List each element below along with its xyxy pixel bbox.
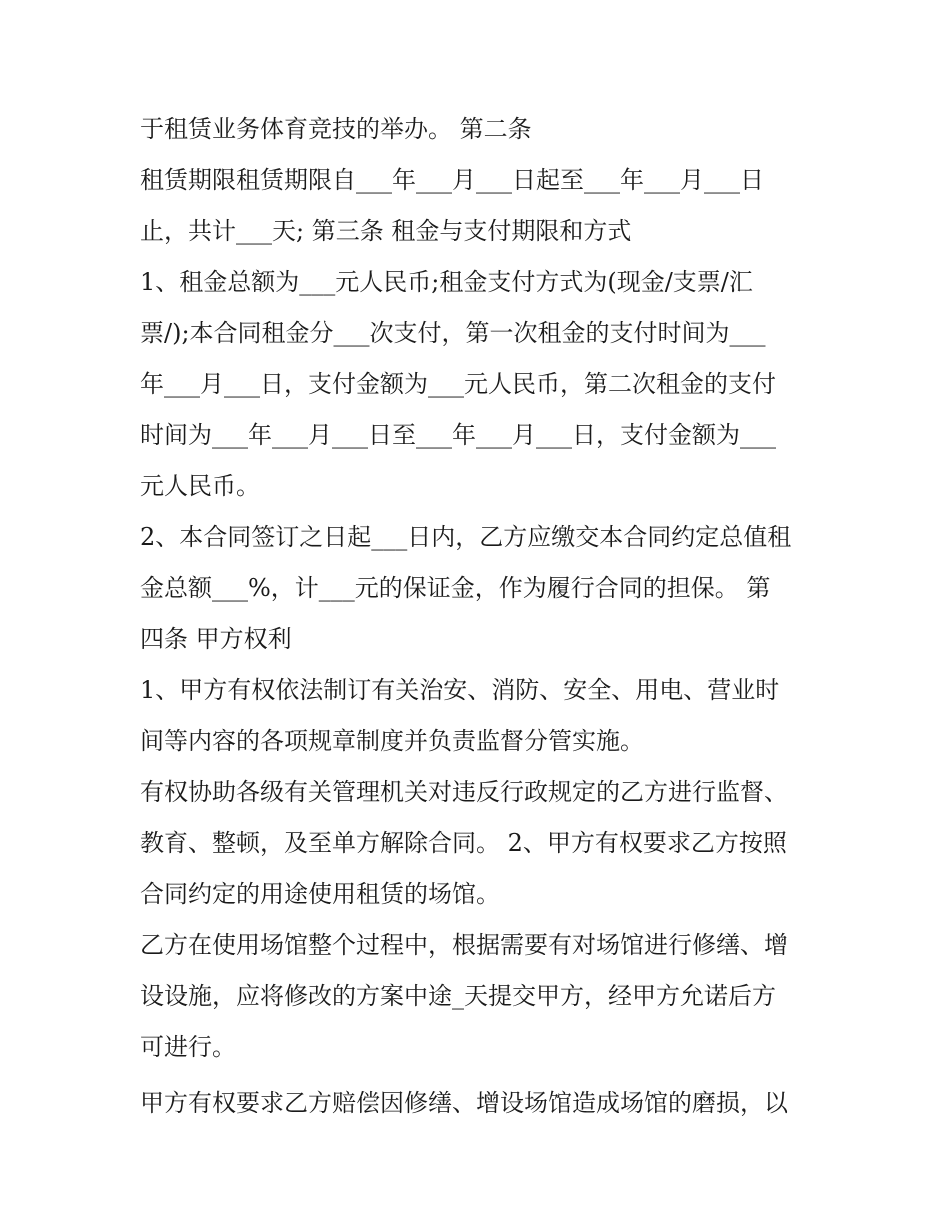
text-line: 金总额___%，计___元的保证金，作为履行合同的担保。 第: [140, 574, 771, 602]
text-line: 票/);本合同租金分___次支付，第一次租金的支付时间为___: [140, 319, 766, 347]
text-line: 有权协助各级有关管理机关对违反行政规定的乙方进行监督、: [140, 778, 788, 806]
text-line: 年___月___日，支付金额为___元人民币，第二次租金的支付: [140, 370, 776, 398]
text-line: 间等内容的各项规章制度并负责监督分管实施。: [140, 727, 644, 755]
text-line: 甲方有权要求乙方赔偿因修缮、增设场馆造成场馆的磨损，以: [140, 1089, 788, 1117]
contract-body-text: [140, 104, 820, 1129]
text-line: 1、甲方有权依法制订有关治安、消防、安全、用电、营业时: [140, 676, 780, 704]
text-line: 可进行。: [140, 1033, 236, 1061]
text-line: 2、本合同签订之日起___日内，乙方应缴交本合同约定总值租: [140, 523, 792, 551]
text-line: 四条 甲方权利: [140, 625, 292, 653]
text-line: 止，共计___天; 第三条 租金与支付期限和方式: [140, 217, 632, 245]
text-line: 时间为___年___月___日至___年___月___日，支付金额为___: [140, 421, 776, 449]
text-line: 乙方在使用场馆整个过程中，根据需要有对场馆进行修缮、增: [140, 931, 788, 959]
text-line: 设设施，应将修改的方案中途_天提交甲方，经甲方允诺后方: [140, 982, 776, 1010]
text-line: 于租赁业务体育竞技的举办。 第二条: [140, 115, 532, 143]
text-line: 教育、整顿，及至单方解除合同。 2、甲方有权要求乙方按照: [140, 829, 787, 857]
text-line: 元人民币。: [140, 472, 260, 500]
text-line: 租赁期限租赁期限自___年___月___日起至___年___月___日: [140, 166, 764, 194]
text-line: 1、租金总额为___元人民币;租金支付方式为(现金/支票/汇: [140, 268, 753, 296]
text-line: 合同约定的用途使用租赁的场馆。: [140, 880, 500, 908]
